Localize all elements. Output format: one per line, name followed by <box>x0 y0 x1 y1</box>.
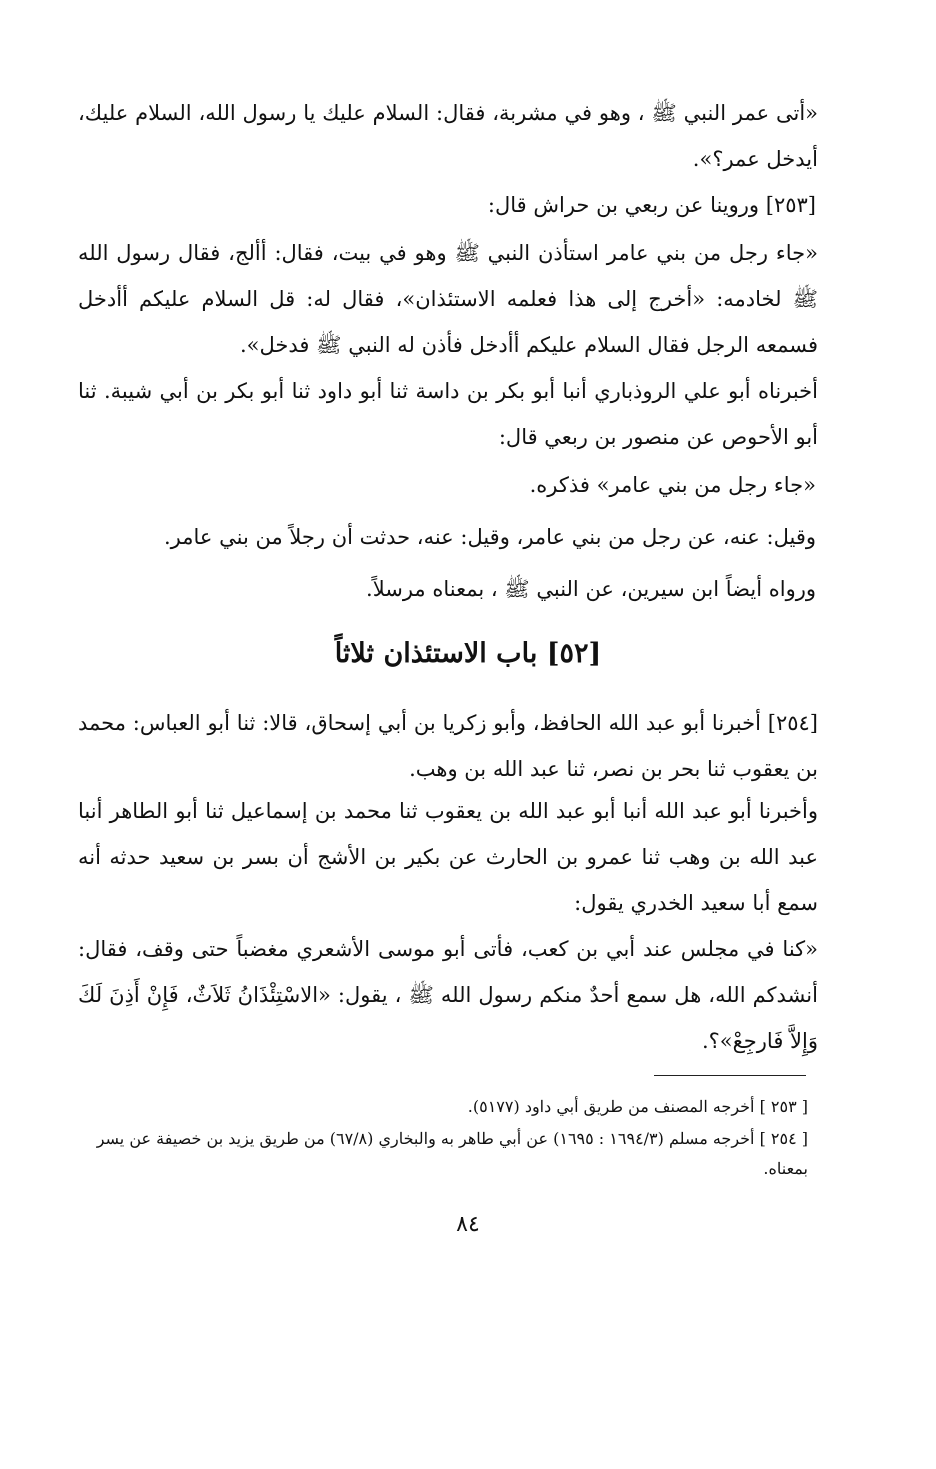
footnote-separator <box>654 1075 806 1076</box>
isnad-rudhbari: أخبرناه أبو علي الروذباري أنبا أبو بكر بن داسة ثنا أبو داود ثنا أبو بكر بن أبي شيبة. ثنا أبو الأحوص عن منصور بن ربعي قال: <box>78 379 818 449</box>
hadith-short-bani-amir: «جاء رجل من بني عامر» فذكره. <box>529 473 816 497</box>
hadith-text-omar: «أتى عمر النبي ﷺ ، وهو في مشربة، فقال: السلام عليك يا رسول الله، السلام عليك، أيدخل عمر؟». <box>78 101 818 171</box>
chapter-heading: [٥٢] باب الاستئذان ثلاثاً <box>334 638 602 669</box>
variant-note: وقيل: عنه، عن رجل من بني عامر، وقيل: عنه، حدثت أن رجلاً من بني عامر. <box>164 525 816 549</box>
narration-253-intro: [٢٥٣] وروينا عن ربعي بن حراش قال: <box>487 193 816 217</box>
hadith-text-istidhan: «كنا في مجلس عند أبي بن كعب، فأتى أبو موسى الأشعري مغضباً حتى وقف، فقال: أنشدكم الله، هل سمع أحدٌ منكم رسول الله ﷺ ، يقول: «الاسْتِئْذَانُ ثَلاَثٌ، فَإِنْ أَذِنَ لَكَ وَإِلاَّ فَارجِعْ»؟. <box>78 937 818 1053</box>
ibn-sirin-note: ورواه أيضاً ابن سيرين، عن النبي ﷺ ، بمعناه مرسلاً. <box>366 577 816 601</box>
footnote-254: [ ٢٥٤ ] أخرجه مسلم (١٦٩٤/٣ : ١٦٩٥) عن أبي طاهر به والبخاري (٦٧/٨) من طريق يزيد بن خصيفة عن يسر بمعناه. <box>96 1129 808 1178</box>
footnote-253: [ ٢٥٣ ] أخرجه المصنف من طريق أبي داود (٥١٧٧). <box>467 1097 808 1116</box>
isnad-abu-abdullah: وأخبرنا أبو عبد الله أنبا أبو عبد الله بن يعقوب ثنا محمد بن إسماعيل ثنا أبو الطاهر أنبا عبد الله بن وهب ثنا عمرو بن الحارث عن بكير بن الأشج أن بسر بن سعيد حدثه أنه سمع أبا سعيد الخدري يقول: <box>78 799 818 915</box>
page-number: ٨٤ <box>456 1212 480 1237</box>
narration-254-isnad: [٢٥٤] أخبرنا أبو عبد الله الحافظ، وأبو زكريا بن أبي إسحاق، قالا: ثنا أبو العباس: محمد بن يعقوب ثنا بحر بن نصر، ثنا عبد الله بن وهب. <box>78 711 818 781</box>
hadith-text-bani-amir: «جاء رجل من بني عامر استأذن النبي ﷺ وهو في بيت، فقال: أألج، فقال رسول الله ﷺ لخادمه: «أخرج إلى هذا فعلمه الاستئذان»، فقال له: قل السلام عليكم أأدخل فسمعه الرجل فقال السلام عليكم أأدخل فأذن له النبي ﷺ فدخل». <box>78 241 818 357</box>
